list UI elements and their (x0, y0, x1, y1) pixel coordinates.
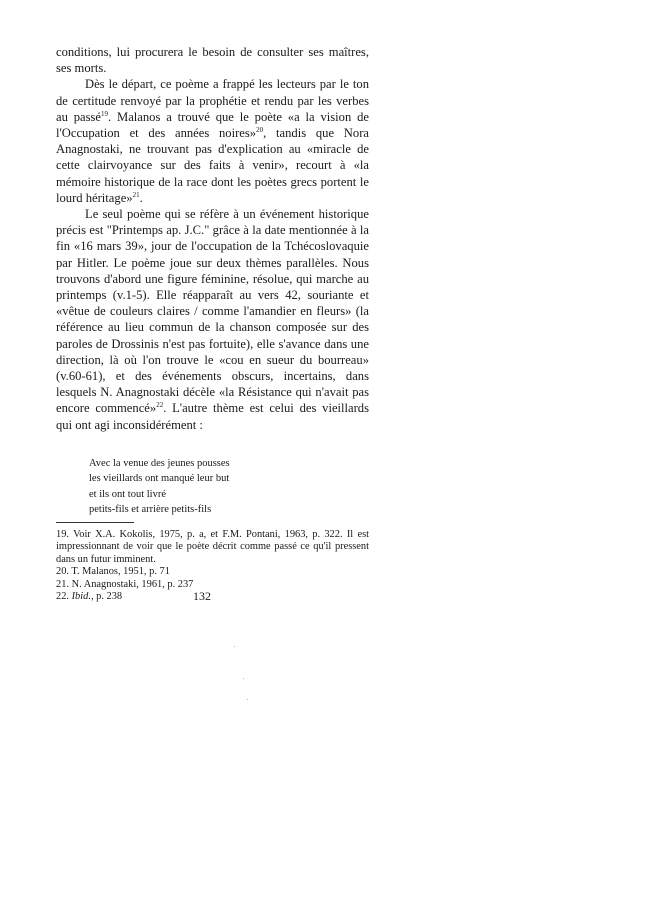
paragraph-2 (56, 76, 369, 206)
paragraph-2-text-d: . (139, 190, 143, 205)
paragraph-2-text-b: . Malanos a trouvé que le poète «a la vision de l'Occupation et des années noires» (56, 109, 369, 141)
poem-line: et ils ont tout livré (89, 488, 166, 500)
poem-line: Avec la venue des jeunes pousses (89, 457, 230, 469)
paragraph-2-text: Dès le départ, ce poème a frappé les lecteurs par le ton de certitude renvoyé par la prophétie et rendu par les verbes au passé (56, 77, 369, 124)
footnote-22 (56, 591, 369, 604)
footnote-separator (56, 522, 134, 523)
footnote-ref-21: 21 (132, 190, 140, 199)
poem-line: les vieillards ont manqué leur but (89, 473, 230, 485)
footnote-22-suffix: , p. 238 (90, 591, 123, 603)
footnote-19: 19. Voir X.A. Kokolis, 1975, p. a, et F.M. Pontani, 1963, p. 322. Il est impressionnant de voir que le poète décrit comme passé ce qu'il pressent dans un futur imminent. (56, 528, 369, 565)
paragraph-3-text-b: . L'autre thème est celui des vieillards qui ont agi inconsidérément : (56, 401, 370, 432)
footnote-ref-22: 22 (156, 401, 164, 410)
footnote-22-prefix: 22. (56, 591, 72, 603)
footnote-22-ibid: Ibid. (71, 591, 91, 603)
footnote-ref-19: 19 (101, 109, 109, 118)
paragraph-1-text: conditions, lui procurera le besoin de consulter ses maîtres, ses morts. (56, 45, 369, 76)
footnotes (56, 529, 369, 605)
scan-speck (243, 678, 244, 679)
page-number: 132 (193, 589, 211, 603)
paragraph-1 (56, 44, 369, 76)
paragraph-3 (56, 206, 369, 433)
scan-speck (247, 699, 248, 700)
poem-line: petits-fils et arrière petits-fils (89, 504, 212, 516)
poem-quote (89, 456, 369, 518)
paragraph-2-text-c: , tandis que Nora Anagnostaki, ne trouvant pas d'explication au «miracle de cette clairvoyance sur des faits à venir», recourt à «la mémoire historique de la race dont les poètes grecs portent le lourd héritage» (56, 126, 369, 205)
scan-speck (234, 646, 235, 647)
page-body (56, 44, 369, 604)
footnote-20: 20. T. Malanos, 1951, p. 71 (56, 566, 170, 578)
footnote-21: 21. N. Anagnostaki, 1961, p. 237 (56, 578, 194, 590)
footnote-ref-20: 20 (256, 125, 264, 134)
paragraph-3-text: Le seul poème qui se réfère à un événement historique précis est "Printemps ap. J.C." grâce à la date mentionnée à la fin «16 mars 39», jour de l'occupation de la Tchécoslovaquie par Hitler. Le poème joue sur deux thèmes parallèles. Nous trouvons d'abord une figure féminine, résolue, qui marche au printemps (v.1-5). Elle réapparaît au vers 42, souriante et «vêtue de couleurs claires / comme l'amandier en fleurs» (la référence au lieu commun de la chanson composée sur des paroles de Drossinis n'est pas fortuite), elle s'avance dans une direction, là où l'on trouve le «cou en sueur du bourreau» (v.60-61), et des événements obscurs, incertains, dans lesquels N. Anagnostaki décèle «la Résistance qui n'avait pas encore commencé» (56, 207, 369, 416)
